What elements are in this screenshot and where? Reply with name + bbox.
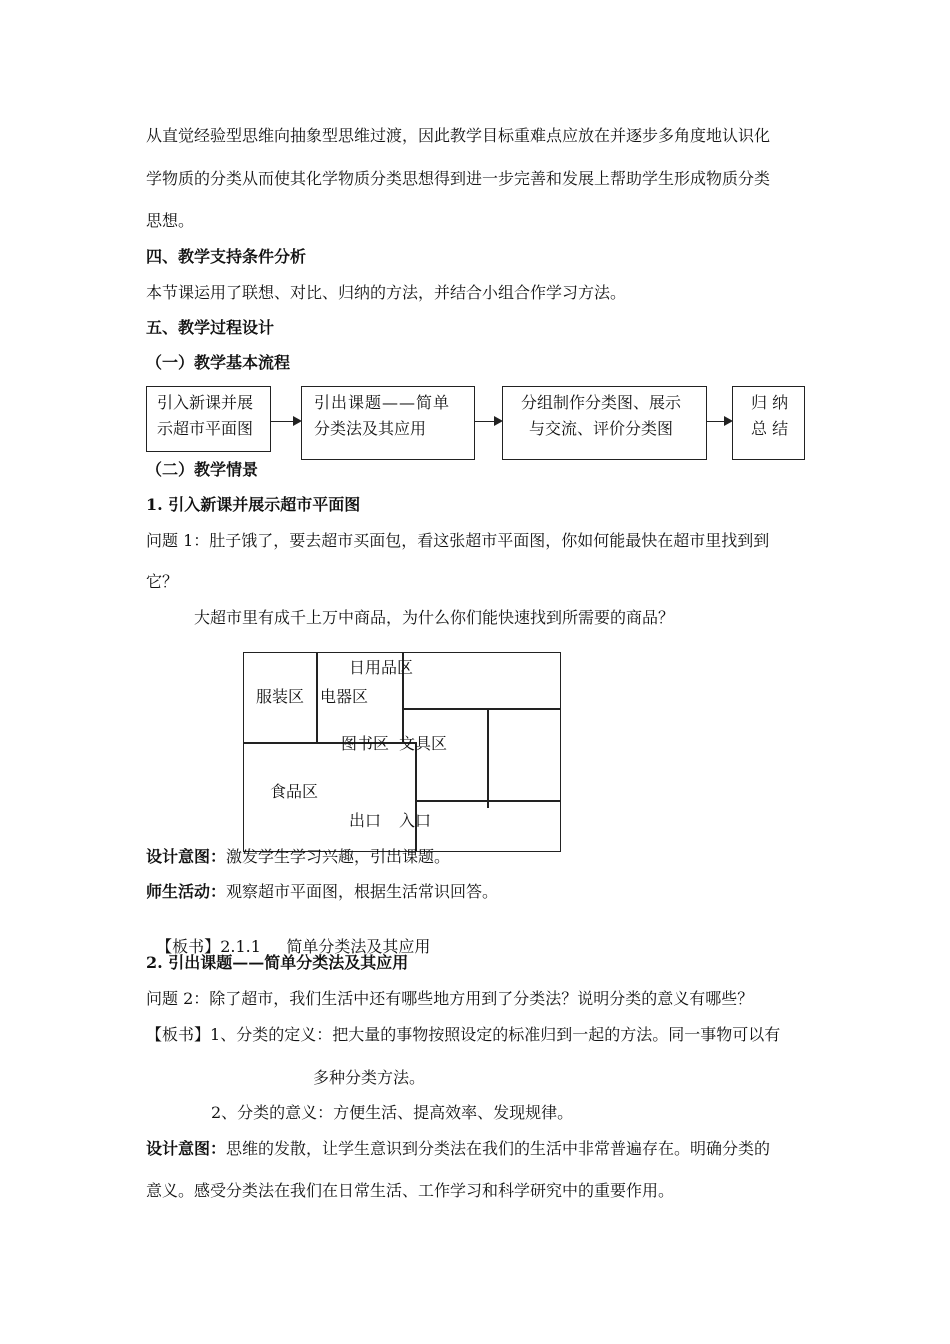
design-intent-1-label: 设计意图： — [146, 847, 227, 866]
zone-entrance: 入口 — [399, 811, 432, 830]
intro-line-3: 思想。 — [146, 211, 195, 230]
flow-box-intro-line2: 示超市平面图 — [157, 419, 254, 438]
flow-arrow-2 — [475, 421, 501, 422]
board-note-2-label: 【板书】 — [146, 1025, 211, 1044]
floor-plan-wall — [402, 708, 561, 710]
flow-box-summary-line2: 总 结 — [751, 419, 789, 438]
zone-exit: 出口 — [349, 811, 382, 830]
intro-line-2: 学物质的分类从而使其化学物质分类思想得到进一步完善和发展上帮助学生形成物质分类 — [146, 169, 771, 188]
flow-box-summary-line1: 归 纳 — [751, 393, 789, 412]
board-note-1-text: 2.1.1 简单分类法及其应用 — [220, 937, 431, 956]
floor-plan-wall — [487, 708, 489, 808]
flow-box-topic-line1: 引出课题——简单 — [314, 393, 451, 412]
design-intent-2-text: 思维的发散，让学生意识到分类法在我们的生活中非常普遍存在。明确分类的 — [226, 1139, 771, 1158]
board-note-1-label: 【板书】 — [156, 937, 221, 956]
activity-text: 观察超市平面图，根据生活常识回答。 — [226, 882, 499, 901]
scenario-subheading: （二）教学情景 — [146, 460, 259, 479]
section-4-text: 本节课运用了联想、对比、归纳的方法，并结合小组合作学习方法。 — [146, 283, 627, 302]
zone-books: 图书区 — [341, 734, 390, 753]
design-intent-1-text: 激发学生学习兴趣，引出课题。 — [226, 847, 451, 866]
design-intent-2-line-2: 意义。感受分类法在我们在日常生活、工作学习和科学研究中的重要作用。 — [146, 1181, 675, 1200]
flow-box-group-work — [502, 386, 707, 460]
flow-box-topic-line2: 分类法及其应用 — [314, 419, 427, 438]
question-2: 问题 2：除了超市，我们生活中还有哪些地方用到了分类法？说明分类的意义有哪些？ — [146, 989, 754, 1008]
zone-electrical: 电器区 — [320, 687, 369, 706]
activity-label: 师生活动： — [146, 882, 227, 901]
flow-box-summary — [732, 386, 805, 460]
zone-stationery: 文具区 — [399, 734, 448, 753]
part-1-heading: 1. 引入新课并展示超市平面图 — [146, 495, 361, 514]
part-2-heading: 2. 引出课题——简单分类法及其应用 — [146, 953, 409, 972]
floor-plan-wall — [316, 652, 318, 743]
flow-subheading: （一）教学基本流程 — [146, 353, 291, 372]
board-note-1 — [146, 917, 430, 957]
flow-box-intro-line1: 引入新课并展 — [157, 393, 254, 412]
flow-box-intro — [146, 386, 271, 452]
section-4-heading: 四、教学支持条件分析 — [146, 247, 307, 266]
teacher-student-activity — [146, 882, 498, 902]
flow-box-group-work-line1: 分组制作分类图、展示 — [521, 393, 682, 412]
design-intent-1 — [146, 847, 450, 867]
design-intent-2-line-1 — [146, 1139, 770, 1159]
flow-arrow-1 — [271, 421, 300, 422]
flow-box-group-work-line2: 与交流、评价分类图 — [529, 419, 674, 438]
floor-plan-wall — [243, 742, 417, 744]
floor-plan-wall — [415, 800, 561, 802]
question-1-line-2: 它？ — [146, 572, 179, 591]
question-1-followup: 大超市里有成千上万中商品，为什么你们能快速找到所需要的商品？ — [194, 608, 675, 627]
zone-food: 食品区 — [270, 782, 319, 801]
zone-clothing: 服装区 — [256, 687, 305, 706]
board-note-2-text: 1、分类的定义：把大量的事物按照设定的标准归到一起的方法。同一事物可以有 — [210, 1025, 781, 1044]
board-note-2-line-2: 多种分类方法。 — [313, 1068, 426, 1087]
section-5-heading: 五、教学过程设计 — [146, 318, 275, 337]
question-1-line-1: 问题 1：肚子饿了，要去超市买面包，看这张超市平面图，你如何能最快在超市里找到到 — [146, 531, 770, 550]
zone-daily-goods: 日用品区 — [349, 658, 414, 677]
design-intent-2-label: 设计意图： — [146, 1139, 227, 1158]
board-note-2-line-1 — [146, 1025, 780, 1045]
intro-line-1: 从直觉经验型思维向抽象型思维过渡，因此教学目标重难点应放在并逐步多角度地认识化 — [146, 126, 771, 145]
board-note-2-line-3: 2、分类的意义：方便生活、提高效率、发现规律。 — [211, 1103, 574, 1122]
floor-plan-wall — [415, 742, 417, 852]
flow-box-topic — [301, 386, 475, 460]
flow-arrow-3 — [707, 421, 731, 422]
